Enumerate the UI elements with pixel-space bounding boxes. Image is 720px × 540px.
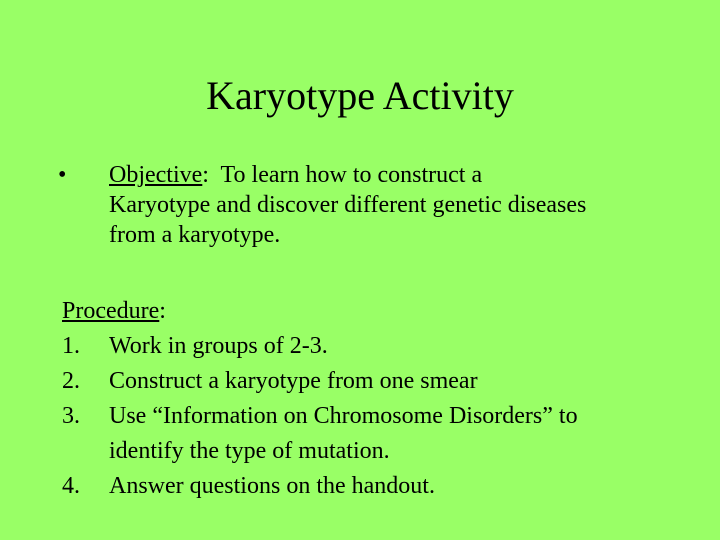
objective-colon: : bbox=[202, 162, 209, 188]
bullet-marker: • bbox=[58, 162, 67, 188]
step-number: 3. bbox=[62, 403, 80, 429]
procedure-step bbox=[62, 329, 702, 364]
objective-text: To learn how to construct a Karyotype and discover different genetic diseases from a karyotype. bbox=[109, 162, 587, 248]
procedure-heading bbox=[62, 294, 702, 329]
procedure-step bbox=[62, 469, 702, 504]
procedure-section bbox=[62, 294, 702, 504]
step-number: 4. bbox=[62, 473, 80, 499]
slide-title: Karyotype Activity bbox=[206, 73, 514, 118]
procedure-colon: : bbox=[159, 298, 166, 324]
step-number: 2. bbox=[62, 368, 80, 394]
step-text: Answer questions on the handout. bbox=[109, 473, 435, 499]
step-text: Work in groups of 2-3. bbox=[109, 333, 328, 359]
objective-text-block bbox=[109, 160, 589, 250]
procedure-label: Procedure bbox=[62, 298, 160, 324]
step-text: Use “Information on Chromosome Disorders” to identify the type of mutation. bbox=[109, 403, 578, 464]
step-number: 1. bbox=[62, 333, 80, 359]
objective-label: Objective bbox=[109, 162, 203, 188]
step-text: Construct a karyotype from one smear bbox=[109, 368, 478, 394]
procedure-step bbox=[62, 364, 702, 399]
procedure-step bbox=[62, 399, 702, 469]
